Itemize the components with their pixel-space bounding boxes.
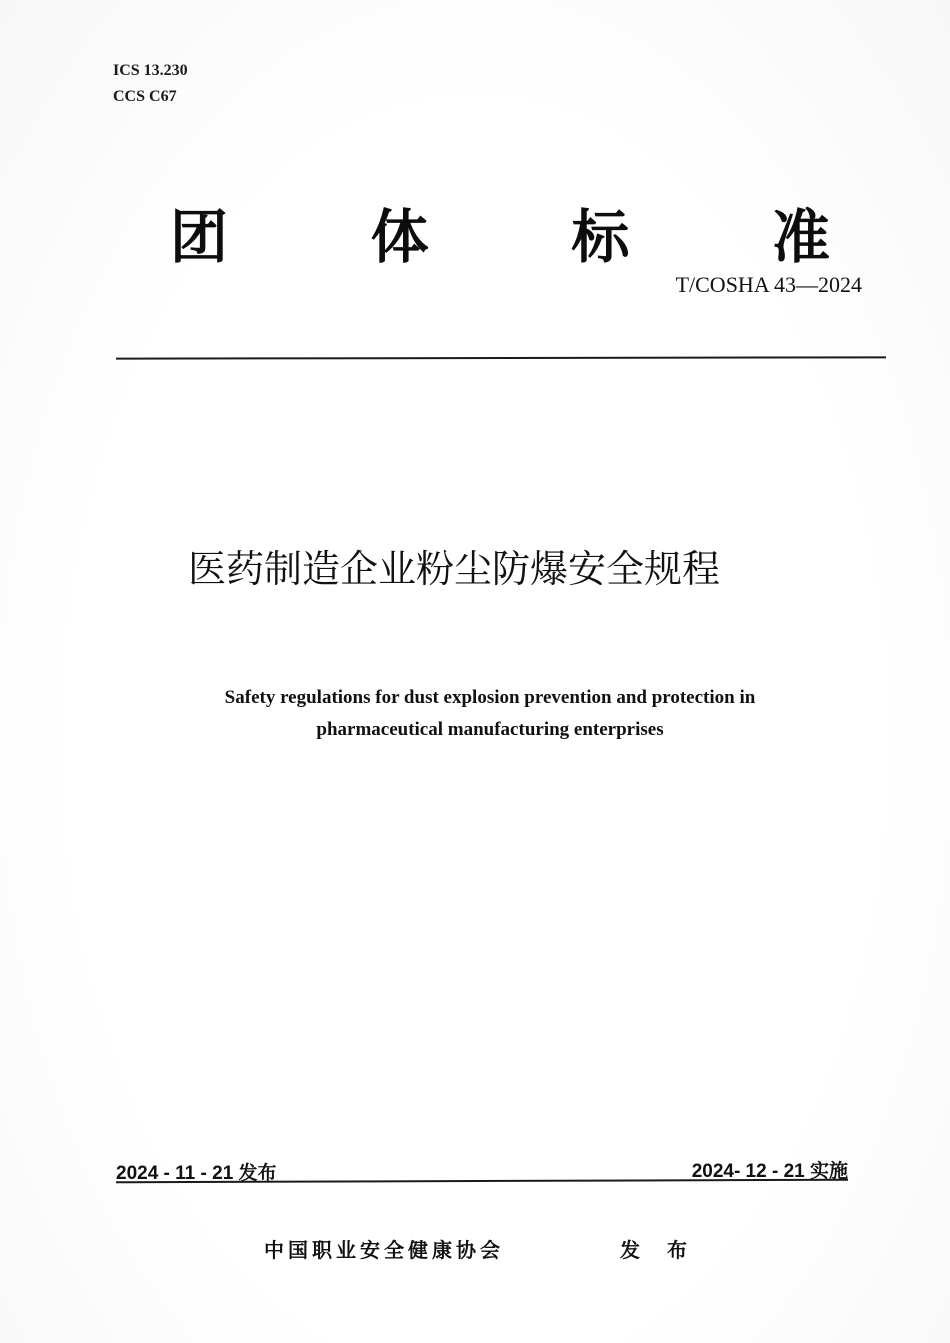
- standard-type-char: 标: [571, 203, 630, 271]
- ccs-code: CCS C67: [113, 88, 177, 105]
- classification-codes: [113, 58, 188, 110]
- english-title: [150, 682, 830, 746]
- chinese-title: 医药制造企业粉尘防爆安全规程: [188, 547, 721, 591]
- publisher-name: 中国职业安全健康协会: [264, 1238, 504, 1262]
- standard-type-char: 体: [370, 203, 429, 271]
- publish-label: 发 布: [620, 1238, 697, 1262]
- standard-type-heading: [170, 192, 830, 272]
- english-title-line: pharmaceutical manufacturing enterprises: [316, 719, 664, 740]
- standard-number: T/COSHA 43—2024: [675, 272, 862, 297]
- standard-type-char: 准: [771, 203, 830, 271]
- publish-date: 2024 - 11 - 21 发布: [116, 1163, 277, 1184]
- effective-date: 2024- 12 - 21 实施: [691, 1161, 848, 1182]
- header-divider: [116, 356, 886, 359]
- english-title-line: Safety regulations for dust explosion prevention and protection in: [224, 687, 756, 708]
- standard-type-char: 团: [170, 203, 229, 271]
- ics-code: ICS 13.230: [113, 62, 188, 79]
